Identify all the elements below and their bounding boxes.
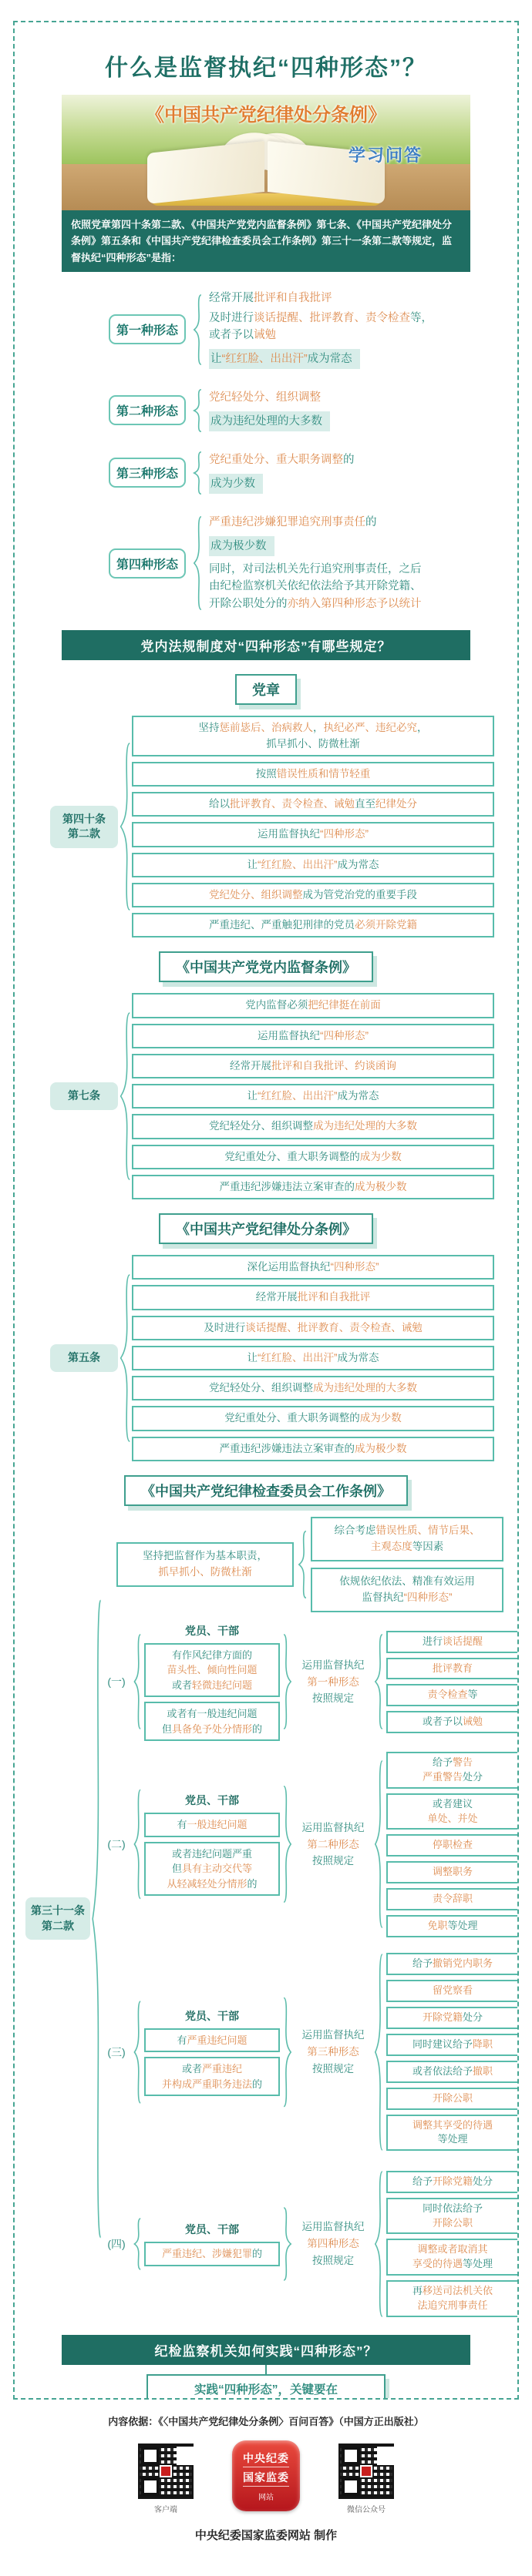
branch-4 [103,2167,510,2321]
law-item: 按照错误性质和情节轻重 [132,762,494,787]
article-label-7: 第七条 [50,1082,118,1110]
result-box: 调整职务 [386,1861,519,1883]
result-box: 给予警告 严重警告处分 [386,1752,519,1789]
condition-box: 或者违纪问题严重 但具有主动交代等 从轻减轻处分情形的 [144,1842,280,1897]
brace-icon [192,293,203,367]
badge-line: 网站 [258,2493,274,2502]
poster-frame [13,21,519,2400]
badge-line: 中央纪委 [243,2450,289,2467]
brace-icon [118,1008,132,1185]
branch-mode: 运用监督执纪 第三种形态 按照规定 [301,2029,365,2075]
law-item: 坚持惩前毖后、治病救人，执纪必严、违纪必究， 抓早抓小、防微杜渐 [132,716,494,756]
brace-icon [133,1998,142,2106]
condition-box: 有严重违纪问题 [144,2028,280,2053]
work-body [103,1517,510,2321]
footer [0,2413,532,2543]
condition-box: 有一般违纪问题 [144,1813,280,1837]
brace-icon [118,1270,132,1447]
brace-icon [297,1529,308,1600]
supervision-items [132,993,494,1199]
principle-result: 综合考虑错误性质、情节后果、 主观态度等因素 [311,1517,503,1561]
qr-center-logo [360,2465,372,2477]
brace-icon [373,1632,384,1732]
badge-line: 国家监委 [243,2470,289,2487]
branch-mode: 运用监督执纪 第四种形态 按照规定 [301,2221,365,2266]
section3-banner: 纪检监察机关如何实践“四种形态”？ [62,2335,470,2365]
brace-icon [192,388,203,433]
practice-key-box: 实践“四种形态”，关键要在 [146,2374,386,2400]
result-box: 免职等处理 [386,1915,519,1937]
hero-regulation-title: 《中国共产党纪律处分条例》 [146,105,386,126]
branch-2 [103,1752,510,1937]
brace-icon [118,738,132,915]
form-point: 及时进行谈话提醒、批评教育、责令检查等， 或者予以诫勉 [209,311,433,342]
result-box: 责令辞职 [386,1888,519,1910]
result-box: 同时建议给予降职 [386,2034,519,2056]
law-item: 深化运用监督执纪“四种形态” [132,1255,494,1280]
branch-3 [103,1948,510,2156]
qr-label-wechat: 微信公众号 [347,2506,386,2514]
law-item: 给以批评教育、责令检查、诫勉直至纪律处分 [132,792,494,817]
form-row-2 [109,387,466,434]
qr-center-logo [160,2465,172,2477]
form-point: 经常开展批评和自我批评 [209,292,332,305]
result-box: 或者建议 单处、并处 [386,1793,519,1830]
result-box: 调整其享受的待遇 等处理 [386,2115,519,2152]
supervision-row [50,993,517,1199]
form-row-3 [109,449,466,496]
qr-code-wechat [338,2444,394,2499]
result-box: 或者予以诫勉 [386,1711,519,1733]
form-label-2: 第二种形态 [109,395,186,425]
law-item: 党纪轻处分、组织调整成为违纪处理的大多数 [132,1376,494,1400]
work-row [25,1517,517,2321]
law-item: 运用监督执纪“四种形态” [132,1024,494,1048]
article-label-40-2: 第四十条 第二款 [50,806,118,848]
law-item: 党纪重处分、重大职务调整的成为少数 [132,1406,494,1431]
form-label-4: 第四种形态 [109,548,186,579]
condition-box: 严重违纪、涉嫌犯罪的 [144,2242,280,2266]
brace-icon [373,1756,384,1933]
brace-icon [192,451,203,495]
branch-conditions [144,2222,280,2266]
result-box: 再移送司法机关依 法追究刑事责任 [386,2280,519,2317]
hero-book-image [62,95,470,210]
form-point: 同时，对司法机关先行追究刑事责任，之后 由纪检监察机关依纪依法给予其开除党籍、 开除公职处分的亦纳入第四种形态予以统计 [209,563,422,610]
branch-conditions [144,1793,280,1896]
form-row-1 [109,287,466,371]
law-item: 党内监督必须把纪律挺在前面 [132,993,494,1018]
form-content-3 [209,449,355,496]
qr-code-app [138,2444,194,2499]
condition-box: 有作风纪律方面的 苗头性、倾向性问题 或者轻微违纪问题 [144,1643,280,1698]
branch-number: (三) [107,2045,126,2058]
form-point-highlight: 成为少数 [209,474,263,494]
form-content-4 [209,512,422,615]
four-forms-section [66,287,466,615]
branch-number: (一) [107,1675,126,1689]
discipline-row [50,1255,517,1461]
law-item: 严重违纪涉嫌违法立案审查的成为极少数 [132,1437,494,1461]
form-label-1: 第一种形态 [109,314,186,344]
result-box: 开除公职 [386,2088,519,2110]
form-point-highlight: 成为极少数 [209,536,274,556]
branch-number: (二) [107,1838,126,1851]
brace-icon [133,1786,142,1902]
law-item: 让“红红脸、出出汗”成为常态 [132,1346,494,1370]
result-box: 或者依法给予撤职 [386,2061,519,2083]
result-box: 进行谈话提醒 [386,1631,519,1653]
principle-row [116,1517,510,1612]
form-content-1 [209,287,433,371]
ccdi-website-badge [232,2440,300,2511]
brace-icon [282,2205,293,2283]
charter-items [132,716,494,937]
brace-icon [282,1783,293,1906]
branch-subject: 党员、干部 [185,2223,239,2236]
source-note: 内容依据：《〈中国共产党纪律处分条例〉百问百答》（中国方正出版社） [108,2416,424,2427]
branch-results [386,1953,519,2151]
form-content-2 [209,387,330,434]
form-point: 党纪重处分、重大职务调整的 [209,454,355,467]
brace-icon [133,2217,142,2271]
form-point: 严重违纪涉嫌犯罪追究刑事责任的 [209,516,377,529]
law-item: 严重违纪涉嫌违法立案审查的成为极少数 [132,1175,494,1199]
branch-mode: 运用监督执纪 第一种形态 按照规定 [301,1659,365,1705]
law-item: 党纪轻处分、组织调整成为违纪处理的大多数 [132,1114,494,1139]
branch-conditions [144,2008,280,2097]
brace-icon [282,1994,293,2110]
brace-icon [282,1632,293,1732]
branch-mode: 运用监督执纪 第二种形态 按照规定 [301,1822,365,1867]
form-row-4 [109,512,466,615]
principle-results [311,1517,503,1612]
credit-line: 中央纪委国家监委网站 制作 [194,2529,338,2542]
branch-subject: 党员、干部 [185,2009,239,2022]
result-box: 留党察看 [386,1980,519,2002]
branch-results [386,1752,519,1937]
charter-row [50,716,517,937]
qr-row [0,2439,532,2514]
result-box: 同时依法给予 开除公职 [386,2198,519,2235]
law-item: 党纪重处分、重大职务调整的成为少数 [132,1145,494,1169]
form-label-3: 第三种形态 [109,458,186,488]
result-box: 开除党籍处分 [386,2007,519,2029]
law-item: 经常开展批评和自我批评、约谈函询 [132,1054,494,1078]
result-box: 调整或者取消其 享受的待遇等处理 [386,2239,519,2276]
page-title: 什么是监督执纪“四种形态”？ [105,55,427,81]
law-title-supervision: 《中国共产党党内监督条例》 [159,951,373,982]
brace-icon [192,514,203,612]
branch-subject: 党员、干部 [185,1624,239,1637]
intro-banner: 依照党章第四十条第二款、《中国共产党党内监督条例》第七条、《中国共产党纪律处分条例》第五条和《中国共产党纪律检查委员会工作条例》第三十一条第二款等规定，监督执纪“四种形态”是指： [62,210,470,272]
law-item: 让“红红脸、出出汗”成为常态 [132,853,494,877]
result-box: 给予撤销党内职务 [386,1953,519,1975]
discipline-items [132,1255,494,1461]
brace-icon [133,1632,142,1732]
law-item: 运用监督执纪“四种形态” [132,822,494,847]
branch-number: (四) [107,2237,126,2250]
law-item: 及时进行谈话提醒、批评教育、责令检查、诫勉 [132,1316,494,1340]
connector-line [265,2365,267,2374]
branch-results [386,2171,519,2317]
article-label-31-2: 第三十一条 第二款 [25,1897,90,1940]
result-box: 责令检查等 [386,1684,519,1706]
form-point-highlight: 成为违纪处理的大多数 [209,411,330,431]
law-item: 党纪处分、组织调整成为管党治党的重要手段 [132,883,494,907]
result-box: 批评教育 [386,1658,519,1680]
principle-box: 坚持把监督作为基本职责， 抓早抓小、防微杜渐 [116,1542,294,1587]
principle-result: 依规依纪依法、精准有效运用 监督执纪“四种形态” [311,1568,503,1612]
branch-1 [103,1623,510,1742]
law-title-work: 《中国共产党纪律检查委员会工作条例》 [124,1475,408,1506]
brace-icon [90,1580,103,2258]
branch-results [386,1631,519,1733]
section2-banner: 党内法规制度对“四种形态”有哪些规定？ [62,630,470,660]
brace-icon [373,2167,384,2321]
condition-box: 或者严重违纪 并构成严重职务违法的 [144,2057,280,2096]
law-item: 严重违纪、严重触犯刑律的党员必须开除党籍 [132,913,494,937]
article-label-5: 第五条 [50,1344,118,1372]
brace-icon [373,1948,384,2156]
branch-subject: 党员、干部 [185,1794,239,1807]
hero-subtitle: 学习问答 [348,146,423,165]
law-title-discipline: 《中国共产党纪律处分条例》 [159,1213,373,1244]
form-point-highlight: 让“红红脸、出出汗”成为常态 [209,349,360,369]
result-box: 停职检查 [386,1834,519,1857]
qr-label-app: 客户端 [154,2506,177,2514]
branch-conditions [144,1623,280,1742]
condition-box: 或者有一般违纪问题 但具备免予处分情形的 [144,1702,280,1741]
form-point: 党纪轻处分、组织调整 [209,391,321,404]
law-item: 让“红红脸、出出汗”成为常态 [132,1084,494,1109]
law-item: 经常开展批评和自我批评 [132,1285,494,1310]
law-title-charter: 党章 [235,674,297,705]
result-box: 给予开除党籍处分 [386,2171,519,2193]
